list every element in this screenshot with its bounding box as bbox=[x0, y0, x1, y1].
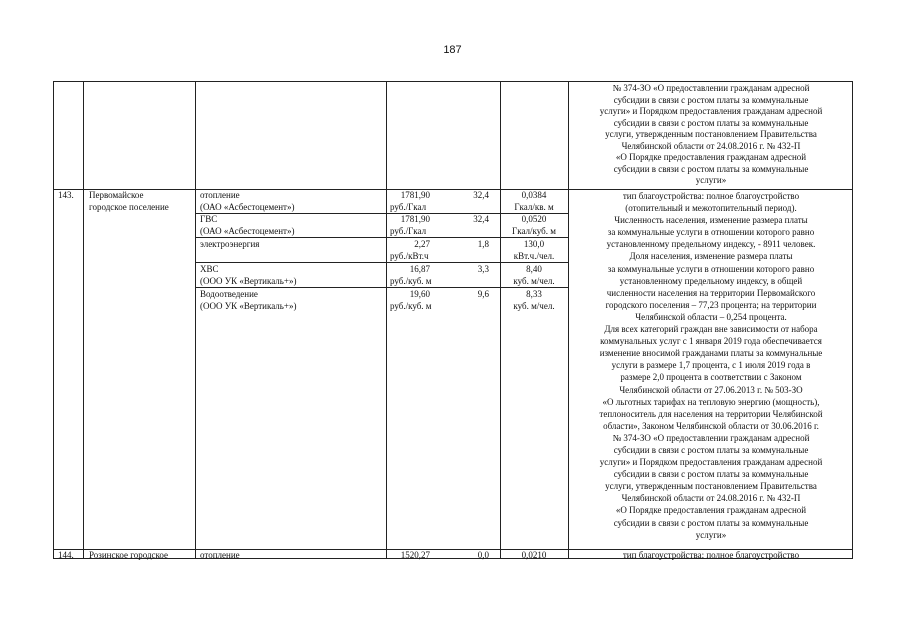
text-line: куб. м/чел. bbox=[513, 275, 555, 286]
text-line: «О льготных тарифах на тепловую энергию (мощность), bbox=[602, 396, 820, 407]
settlement-name bbox=[89, 190, 169, 213]
text-line: Челябинской области от 24.08.2016 г. № 432-П bbox=[621, 140, 801, 151]
text-line: 8,33 bbox=[526, 289, 542, 299]
text-line: куб. м/чел. bbox=[513, 300, 555, 311]
text-line: услуги» bbox=[695, 175, 727, 185]
norm-cell bbox=[500, 289, 568, 312]
tariff-value: 1520,27 bbox=[400, 550, 430, 560]
tariff-table bbox=[53, 81, 853, 559]
text-line: Численность населения, изменение размера платы bbox=[614, 215, 808, 226]
text-line: (ООО УК «Вертикаль+») bbox=[200, 300, 297, 311]
norm-cell bbox=[500, 239, 568, 262]
text-line: изменение вносимой гражданами платы за коммунальные bbox=[599, 348, 823, 359]
text-line: городское поселение bbox=[89, 201, 169, 212]
row-number: 144. bbox=[58, 550, 74, 560]
tariff-unit: руб./куб. м bbox=[390, 300, 432, 311]
tariff-value: 1781,90 bbox=[400, 214, 430, 224]
col-line bbox=[500, 82, 501, 558]
service-name bbox=[200, 289, 296, 312]
text-line: Гкал/кв. м bbox=[514, 201, 554, 212]
text-line: субсидии в связи с ростом платы за коммунальные bbox=[613, 469, 809, 480]
text-line: коммунальных услуг с 1 января 2019 года обеспечивается bbox=[600, 336, 822, 347]
text-line: ГВС bbox=[200, 214, 218, 224]
subrow-line bbox=[195, 287, 568, 288]
text-line: 8,40 bbox=[526, 264, 542, 274]
text-line: 0,0520 bbox=[521, 214, 547, 224]
text-line: услуги» и Порядком предоставления гражданам адресной bbox=[599, 457, 823, 468]
percent-value: 32,4 bbox=[473, 190, 489, 200]
desc-cell-top bbox=[568, 83, 854, 187]
text-line: теплоноситель для населения на территории Челябинской bbox=[599, 408, 823, 419]
text-line: «О Порядке предоставления гражданам адресной bbox=[615, 505, 807, 516]
text-line: (ОАО «Асбестоцемент») bbox=[200, 225, 295, 236]
percent-value: 1,8 bbox=[477, 239, 489, 249]
text-line: (отопительный и межотопительный период). bbox=[625, 203, 797, 214]
col-line bbox=[195, 82, 196, 558]
text-line: 130,0 bbox=[523, 239, 545, 249]
text-line: Водоотведение bbox=[200, 289, 258, 299]
col-line bbox=[386, 82, 387, 558]
text-line: услуги» и Порядком предоставления гражданам адресной bbox=[599, 106, 823, 116]
subrow-line bbox=[195, 237, 568, 238]
tariff-value: 1781,90 bbox=[400, 190, 430, 200]
percent-value: 32,4 bbox=[473, 214, 489, 224]
text-line: установленному предельному индексу, - 8911 человек. bbox=[606, 239, 816, 250]
text-line: городского поселения – 77,23 процента; на территории bbox=[605, 299, 817, 310]
text-line: Челябинской области от 27.06.2013 г. № 503-ЗО bbox=[619, 384, 803, 395]
service-name bbox=[200, 190, 294, 213]
text-line: Первомайское bbox=[89, 190, 144, 200]
tariff-value: 2,27 bbox=[414, 239, 430, 249]
text-line: (ООО УК «Вертикаль+») bbox=[200, 275, 297, 286]
text-line: субсидии в связи с ростом платы за коммунальные bbox=[613, 117, 809, 128]
text-line: кВт.ч./чел. bbox=[513, 250, 555, 261]
text-line: установленному предельному индексу, в общей bbox=[619, 275, 803, 286]
text-line: услуги, утвержденным постановлением Правительства bbox=[605, 481, 817, 492]
norm-cell bbox=[500, 214, 568, 237]
text-line: 0,0384 bbox=[521, 190, 547, 200]
text-line: размере 2,0 процента в соответствии с Законом bbox=[620, 372, 802, 383]
text-line: Для всех категорий граждан вне зависимости от набора bbox=[604, 324, 818, 335]
text-line: за коммунальные услуги в отношении которого равно bbox=[607, 227, 815, 238]
subrow-line bbox=[195, 262, 568, 263]
tariff-unit: руб./Гкал bbox=[390, 201, 427, 212]
tariff-value: 16,87 bbox=[409, 264, 430, 274]
text-line: «О Порядке предоставления гражданам адресной bbox=[615, 152, 807, 162]
text-line: Гкал/куб. м bbox=[512, 225, 556, 236]
text-line: услуги, утвержденным постановлением Правительства bbox=[605, 129, 817, 139]
service-name bbox=[200, 214, 294, 237]
text-line: Челябинской области от 24.08.2016 г. № 432-П bbox=[621, 493, 801, 504]
service-name: отопление bbox=[200, 550, 240, 560]
tariff-value: 19,60 bbox=[409, 289, 430, 299]
percent-value: 0,0 bbox=[477, 550, 489, 560]
service-name: электроэнергия bbox=[200, 239, 260, 249]
col-line bbox=[83, 82, 84, 558]
settlement-name: Розинское городское bbox=[89, 550, 169, 560]
text-line: численности населения на территории Первомайского bbox=[606, 287, 816, 298]
page-number: 187 bbox=[443, 44, 462, 56]
text-line: Челябинской области – 0,254 процента. bbox=[635, 311, 787, 322]
text-line: субсидии в связи с ростом платы за коммунальные bbox=[613, 163, 809, 174]
desc-cell-143 bbox=[568, 190, 854, 541]
text-line: Доля населения, изменение размера платы bbox=[629, 251, 793, 262]
text-line: области», Законом Челябинской области от 30.06.2016 г. bbox=[603, 420, 819, 431]
service-name bbox=[200, 264, 296, 287]
text-line: тип благоустройства: полное благоустройство bbox=[622, 191, 800, 201]
text-line: № 374-ЗО «О предоставлении гражданам адресной bbox=[612, 83, 810, 93]
text-line: за коммунальные услуги в отношении которого равно bbox=[607, 263, 815, 274]
text-line: услуги в размере 1,7 процента, с 1 июля 2019 года в bbox=[611, 360, 811, 371]
norm-value: 0,0210 bbox=[521, 550, 547, 560]
row-number: 143. bbox=[58, 190, 74, 200]
text-line: № 374-ЗО «О предоставлении гражданам адресной bbox=[612, 432, 810, 443]
text-line: субсидии в связи с ростом платы за коммунальные bbox=[613, 517, 809, 528]
norm-cell bbox=[500, 190, 568, 213]
text-line: услуги» bbox=[695, 529, 727, 540]
text-line: субсидии в связи с ростом платы за коммунальные bbox=[613, 94, 809, 105]
text-line: (ОАО «Асбестоцемент») bbox=[200, 201, 295, 212]
percent-value: 3,3 bbox=[477, 264, 489, 274]
text-line: отопление bbox=[200, 190, 240, 200]
tariff-unit: руб./Гкал bbox=[390, 225, 427, 236]
percent-value: 9,6 bbox=[477, 289, 489, 299]
text-line: ХВС bbox=[200, 264, 219, 274]
norm-cell bbox=[500, 264, 568, 287]
tariff-unit: руб./куб. м bbox=[390, 275, 432, 286]
tariff-unit: руб./кВт.ч bbox=[390, 250, 429, 261]
text-line: субсидии в связи с ростом платы за коммунальные bbox=[613, 444, 809, 455]
desc-cell-144: тип благоустройства: полное благоустройство bbox=[622, 550, 800, 560]
